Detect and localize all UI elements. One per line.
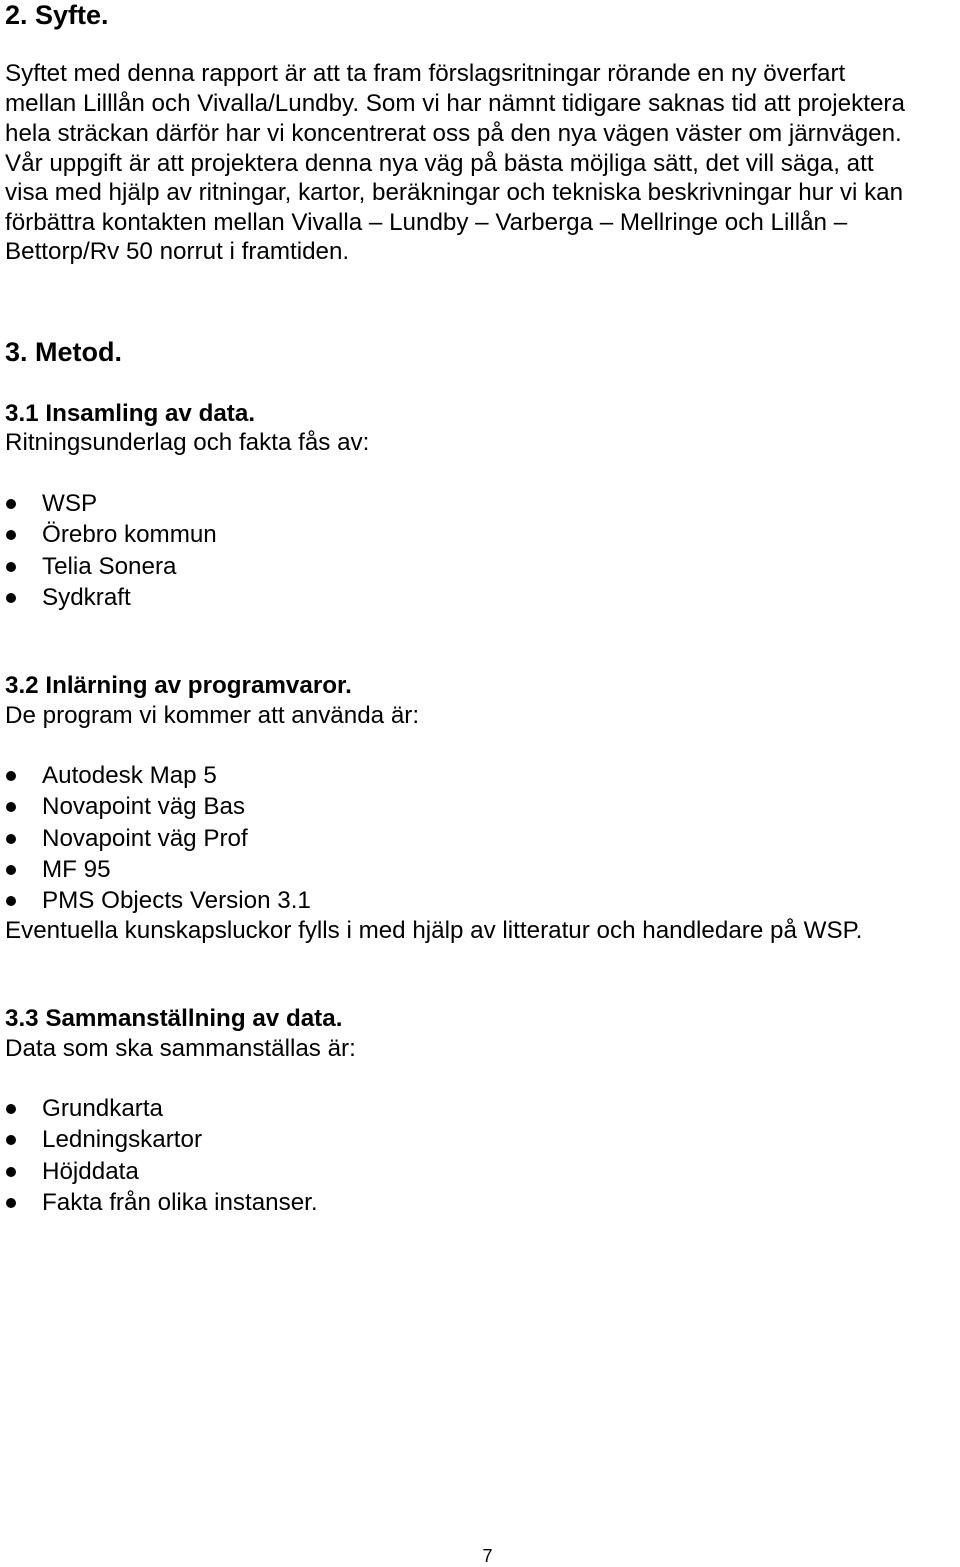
- list-item: Autodesk Map 5: [42, 762, 217, 789]
- syfte-line-5: visa med hjälp av ritningar, kartor, beräkningar och tekniska beskrivningar hur vi kan: [5, 179, 904, 206]
- inlarning-intro: De program vi kommer att använda är:: [5, 702, 420, 729]
- inlarning-footer: Eventuella kunskapsluckor fylls i med hjälp av litteratur och handledare på WSP.: [5, 917, 863, 944]
- syfte-line-4: Vår uppgift är att projektera denna nya väg på bästa möjliga sätt, det vill säga, att: [5, 150, 874, 177]
- insamling-intro: Ritningsunderlag och fakta fås av:: [5, 429, 370, 456]
- list-item: Novapoint väg Bas: [42, 793, 246, 820]
- list-item: Grundkarta: [42, 1095, 163, 1122]
- list-item: WSP: [42, 490, 98, 517]
- list-item: Höjddata: [42, 1158, 139, 1185]
- bullet-icon: [6, 499, 16, 509]
- bullet-icon: [6, 1135, 16, 1145]
- sammanstallning-intro: Data som ska sammanställas är:: [5, 1035, 356, 1062]
- syfte-line-6: förbättra kontakten mellan Vivalla – Lundby – Varberga – Mellringe och Lillån –: [5, 209, 848, 236]
- syfte-line-2: mellan Lilllån och Vivalla/Lundby. Som vi har nämnt tidigare saknas tid att projektera: [5, 90, 905, 117]
- bullet-icon: [6, 834, 16, 844]
- list-item: Örebro kommun: [42, 521, 217, 548]
- bullet-icon: [6, 1104, 16, 1114]
- bullet-icon: [6, 771, 16, 781]
- list-item: PMS Objects Version 3.1: [42, 887, 311, 914]
- heading-syfte: 2. Syfte.: [5, 0, 109, 30]
- bullet-icon: [6, 593, 16, 603]
- bullet-icon: [6, 562, 16, 572]
- bullet-icon: [6, 896, 16, 906]
- syfte-line-3: hela sträckan därför har vi koncentrerat oss på den nya vägen väster om järnvägen.: [5, 120, 902, 147]
- syfte-line-7: Bettorp/Rv 50 norrut i framtiden.: [5, 238, 350, 265]
- heading-metod: 3. Metod.: [5, 337, 123, 367]
- heading-inlarning: 3.2 Inlärning av programvaror.: [5, 672, 352, 699]
- list-item: Telia Sonera: [42, 553, 177, 580]
- page-number: 7: [482, 1546, 493, 1566]
- heading-insamling: 3.1 Insamling av data.: [5, 400, 256, 427]
- list-item: MF 95: [42, 856, 111, 883]
- bullet-icon: [6, 1198, 16, 1208]
- bullet-icon: [6, 1167, 16, 1177]
- heading-sammanstallning: 3.3 Sammanställning av data.: [5, 1005, 343, 1032]
- bullet-icon: [6, 530, 16, 540]
- list-item: Novapoint väg Prof: [42, 825, 248, 852]
- syfte-line-1: Syftet med denna rapport är att ta fram förslagsritningar rörande en ny överfart: [5, 60, 846, 87]
- list-item: Ledningskartor: [42, 1126, 203, 1153]
- bullet-icon: [6, 865, 16, 875]
- list-item: Sydkraft: [42, 584, 131, 611]
- list-item: Fakta från olika instanser.: [42, 1189, 318, 1216]
- bullet-icon: [6, 802, 16, 812]
